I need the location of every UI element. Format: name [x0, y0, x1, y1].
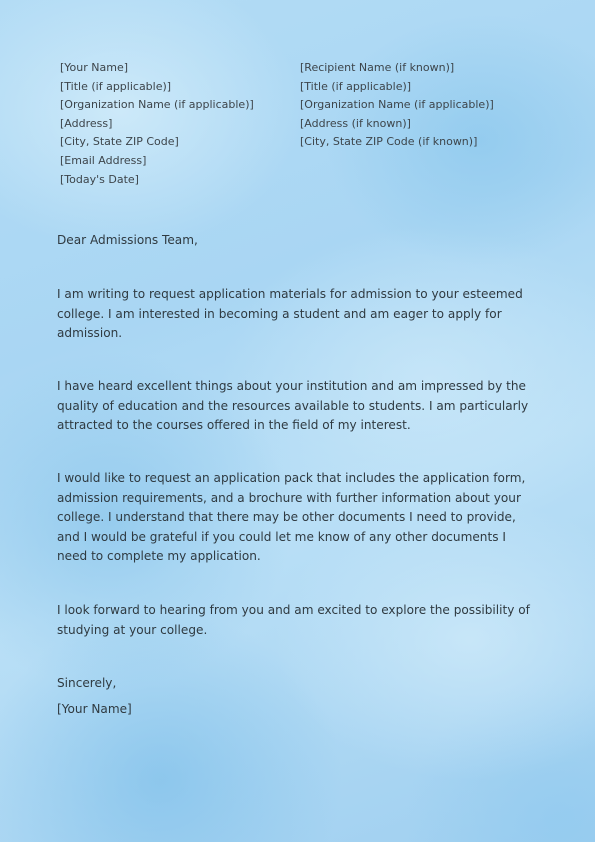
signature-name: [Your Name] — [57, 702, 132, 716]
closing: Sincerely, — [57, 676, 117, 690]
recipient-organization: [Organization Name (if applicable)] — [300, 98, 494, 112]
sender-city-state-zip: [City, State ZIP Code] — [60, 135, 179, 149]
sender-address-block — [60, 59, 254, 189]
recipient-name: [Recipient Name (if known)] — [300, 61, 455, 74]
sender-address: [Address] — [60, 116, 113, 130]
sender-organization: [Organization Name (if applicable)] — [60, 98, 254, 112]
recipient-title: [Title (if applicable)] — [300, 79, 412, 93]
body-paragraph: I have heard excellent things about your institution and am impressed by the quality of education and the resources available to students. I am particularly attracted to the courses offered in the field of my interest. — [57, 379, 529, 433]
body-paragraph: I would like to request an application pack that includes the application form, admission requirements, and a brochure with further information about your college. I understand that there may be other documents I need to provide, and I would be grateful if you could let me know of any other documents I need to complete my application. — [57, 471, 526, 564]
sender-email: [Email Address] — [60, 153, 147, 167]
sender-title: [Title (if applicable)] — [60, 79, 172, 93]
recipient-address-block — [300, 59, 494, 152]
salutation: Dear Admissions Team, — [57, 233, 198, 247]
recipient-city-state-zip: [City, State ZIP Code (if known)] — [300, 135, 478, 149]
body-paragraph: I am writing to request application materials for admission to your esteemed college. I am interested in becoming a student and am eager to apply for admission. — [57, 287, 523, 341]
body-paragraph: I look forward to hearing from you and am excited to explore the possibility of studying at your college. — [57, 603, 530, 637]
recipient-address: [Address (if known)] — [300, 116, 411, 130]
letter-date: [Today's Date] — [60, 172, 139, 186]
sender-name: [Your Name] — [60, 61, 129, 74]
